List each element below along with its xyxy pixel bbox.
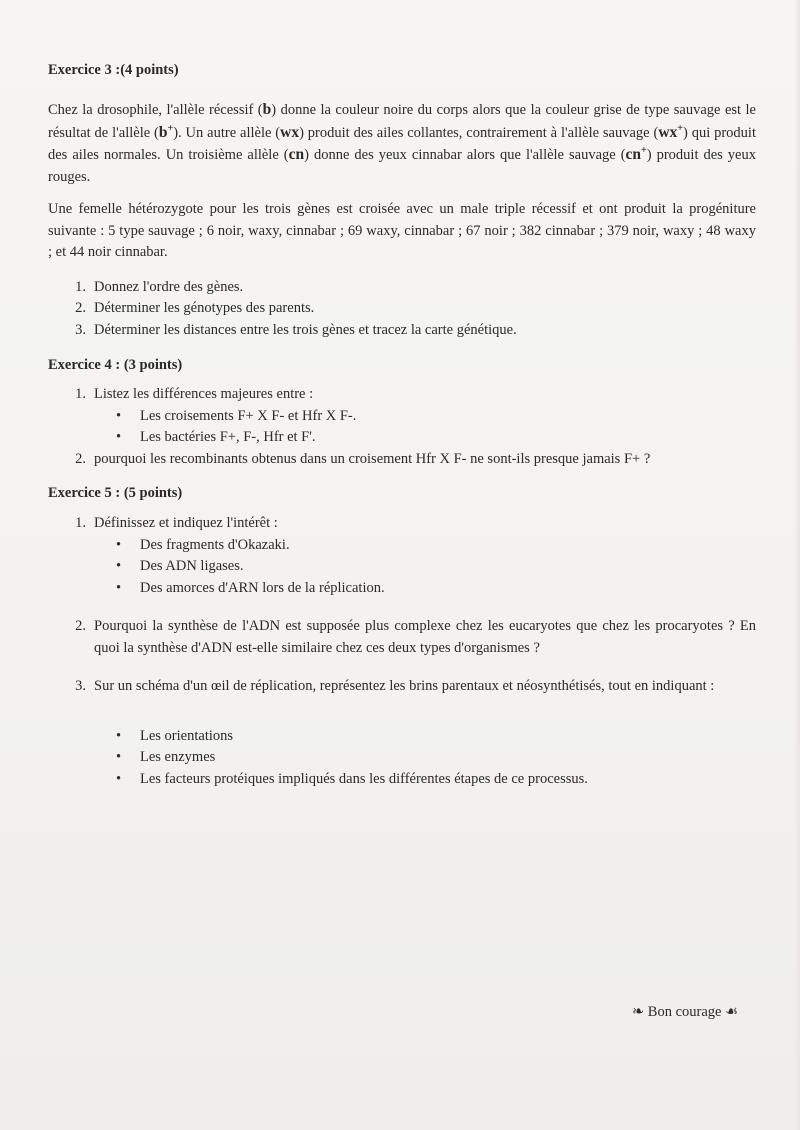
exercise-5-bullet: • Les facteurs protéiques impliqués dans les différentes étapes de ce processus. — [116, 770, 588, 787]
exercise-5-bullet: • Des fragments d'Okazaki. — [116, 536, 290, 553]
exercise-5-question: 3. Sur un schéma d'un œil de réplication, représentez les brins parentaux et néosynthétisés, tout en indiquant : — [75, 678, 715, 694]
exercise-4-bullet: • Les croisements F+ X F- et Hfr X F-. — [116, 407, 357, 424]
footer-bon-courage: ❧ Bon courage ☙ — [632, 1004, 739, 1020]
exercise-3-question: 1. Donnez l'ordre des gènes. — [75, 278, 244, 295]
exercise-4-question: 2. pourquoi les recombinants obtenus dans un croisement Hfr X F- ne sont-ils presque jamais F+ ? — [75, 450, 651, 467]
exercise-3-question: 3. Déterminer les distances entre les trois gènes et tracez la carte génétique. — [75, 321, 517, 338]
exercise-5-title: Exercice 5 : (5 points) — [48, 485, 183, 501]
exercise-3-paragraph-1: Chez la drosophile, l'allèle récessif (b) donne la couleur noire du corps alors que la couleur grise de type sauvage est le résultat de l'allèle (b+). Un autre allèle (wx) produit des ailes collantes, contrairement à l'allèle sauvage (wx+) qui produit des ailes normales. Un troisième allèle (cn) donne des yeux cinnabar alors que l'allèle sauvage (cn+) produit des yeux rouges. — [48, 101, 756, 185]
exercise-5-question: 1. Définissez et indiquez l'intérêt : — [75, 515, 278, 531]
exercise-5-questions — [48, 513, 756, 698]
exercise-5-bullet: • Des ADN ligases. — [116, 558, 244, 574]
exercise-4-question: 1. Listez les différences majeures entre : — [75, 386, 314, 402]
exercise-4-title: Exercice 4 : (3 points) — [48, 357, 183, 373]
exercise-5-question: 2. Pourquoi la synthèse de l'ADN est supposée plus complexe chez les eucaryotes que chez les procaryotes ? En quoi la synthèse d'ADN est-elle similaire chez ces deux types d'organismes ? — [75, 618, 756, 656]
exercise-4-bullet: • Les bactéries F+, F-, Hfr et F'. — [116, 429, 316, 445]
exercise-5-bullet: • Les orientations — [116, 727, 234, 744]
exercise-3-questions — [48, 277, 756, 342]
exercise-4-questions — [48, 384, 756, 470]
exercise-3-title: Exercice 3 :(4 points) — [48, 62, 179, 78]
exercise-5-q3-bullets — [48, 726, 756, 791]
exercise-3-question: 2. Déterminer les génotypes des parents. — [75, 300, 315, 316]
exercise-3-paragraph-2: Une femelle hétérozygote pour les trois gènes est croisée avec un male triple récessif et ont produit la progéniture suivante : 5 type sauvage ; 6 noir, waxy, cinnabar ; 69 waxy, cinnabar ; 67 noir ; 382 cinnabar ; 379 noir, waxy ; 48 waxy ; et 44 noir cinnabar. — [48, 201, 756, 260]
exercise-5-bullet: • Les enzymes — [116, 749, 216, 765]
exercise-5-bullet: • Des amorces d'ARN lors de la réplication. — [116, 579, 385, 596]
scan-edge — [794, 0, 800, 1130]
